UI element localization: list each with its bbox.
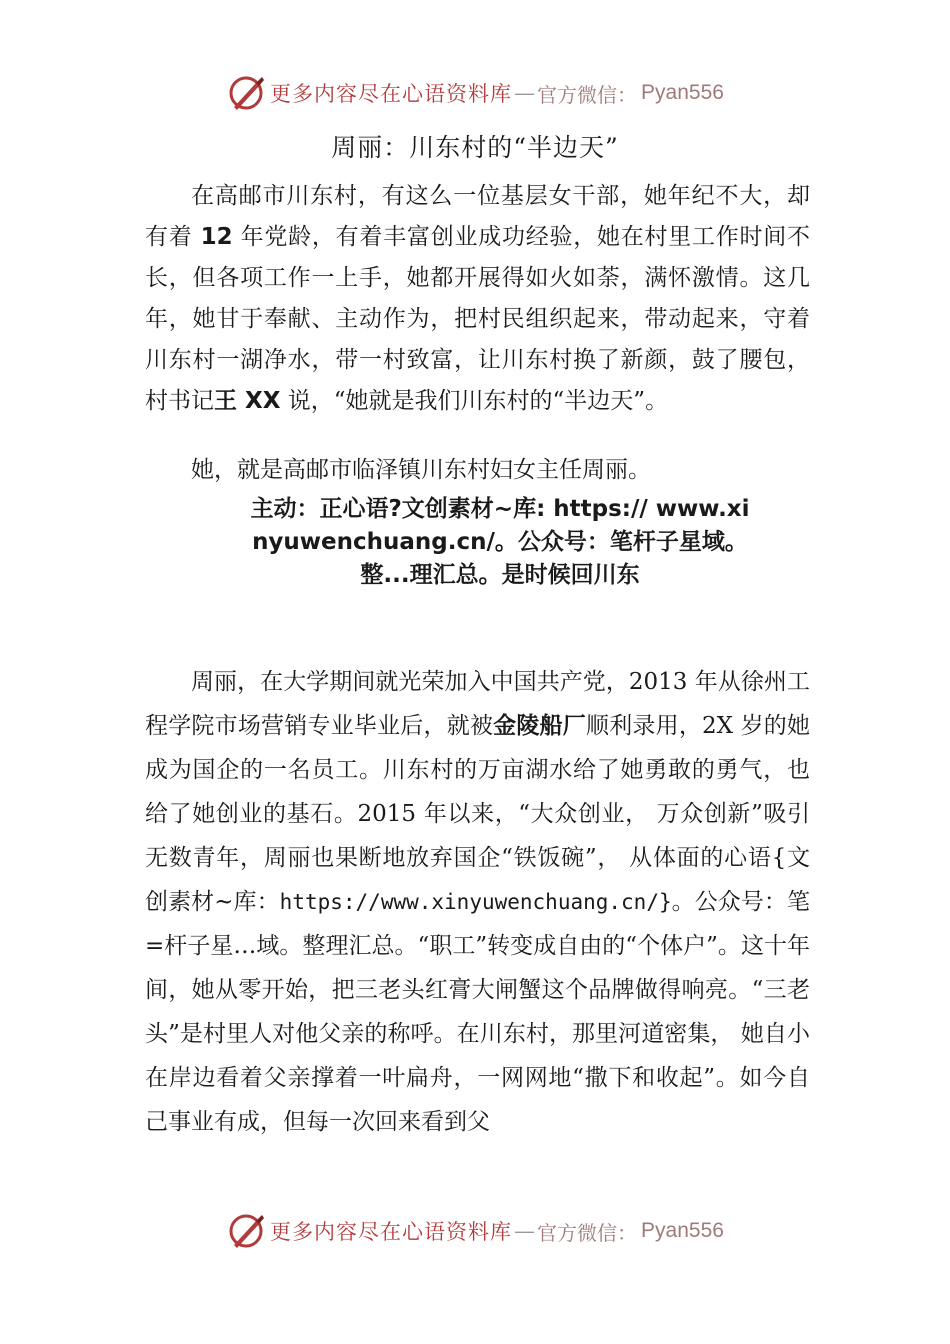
p1-text-a: 在高邮市川东村，有这么一位基层女干部，她年纪不大，却有着 <box>145 183 810 250</box>
p1-text-c: 说，“她就是我们川东村的“半边天”。 <box>280 388 669 414</box>
p1-text-b: 年党龄，有着丰富创业成功经验，她在村里工作时间不长，但各项工作一上手，她都开展得如火如荼，满怀激情。这几年，她甘于奉献、主动作为，把村民组织起来，带动起来，守着川东村一湖净水，带一村致富，让川东村换了新颜，鼓了腰包，村书记 <box>145 224 811 414</box>
banner-wechat-label: 官方微信： <box>537 82 638 107</box>
p3-text-b: 顺利录用，2X 岁的她成为国企的一名员工。川东村的万亩湖水给了她勇敢的勇气，也给了她创业的基石。2015 年以来，“大众创业， 万众创新”吸引无数青年，周丽也果断地放弃国企“铁饭碗”， 从体面的心语{文创素材~库： <box>145 713 810 915</box>
banner-wechat-id: Pyan556 <box>641 81 724 104</box>
paragraph-1 <box>145 176 810 422</box>
banner-separator: — <box>514 81 536 105</box>
section-heading: 主动：正心语?文创素材~库: https:// www.xinyuwenchuang.cn/。公众号：笔杆子星域。整...理汇总。是时候回川东 <box>250 496 750 588</box>
paragraph-3 <box>145 660 810 1144</box>
p3-text-a: 周丽，在大学期间就光荣加入中国共产党，2013 年从徐州工程学院市场营销专业毕业后，就被 <box>145 669 810 739</box>
page-title: 周丽：川东村的“半边天” <box>331 133 619 162</box>
p3-url: https://www.xinyuwenchuang.cn/} <box>279 890 672 914</box>
banner-wechat-label: 官方微信： <box>537 1220 638 1245</box>
banner-wechat-id: Pyan556 <box>641 1219 724 1242</box>
header-banner <box>0 70 950 116</box>
banner-separator: — <box>514 1219 536 1243</box>
p1-years: 12 <box>200 224 233 250</box>
p1-secretary: 王 XX <box>214 388 281 414</box>
paragraph-2: 她，就是高邮市临泽镇川东村妇女主任周丽。 <box>191 457 651 483</box>
pen-logo-icon <box>226 73 266 113</box>
p3-text-c: 。公众号：笔=杆子星…域。整理汇总。“职工”转变成自由的“个体户”。这十年间，她从零开始，把三老头红膏大闸蟹这个品牌做得响亮。“三老头”是村里人对他父亲的称呼。在川东村，那里河道密集， 她自小在岸边看着父亲撑着一叶扁舟，一网网地“撒下和收起”。如今自己事业有成，但每一次回来看到父 <box>145 889 811 1135</box>
banner-text: 更多内容尽在心语资料库 <box>270 82 513 106</box>
pen-logo-icon <box>226 1211 266 1251</box>
footer-banner <box>0 1208 950 1254</box>
banner-text: 更多内容尽在心语资料库 <box>270 1220 513 1244</box>
p3-company: 金陵船厂 <box>493 713 586 739</box>
